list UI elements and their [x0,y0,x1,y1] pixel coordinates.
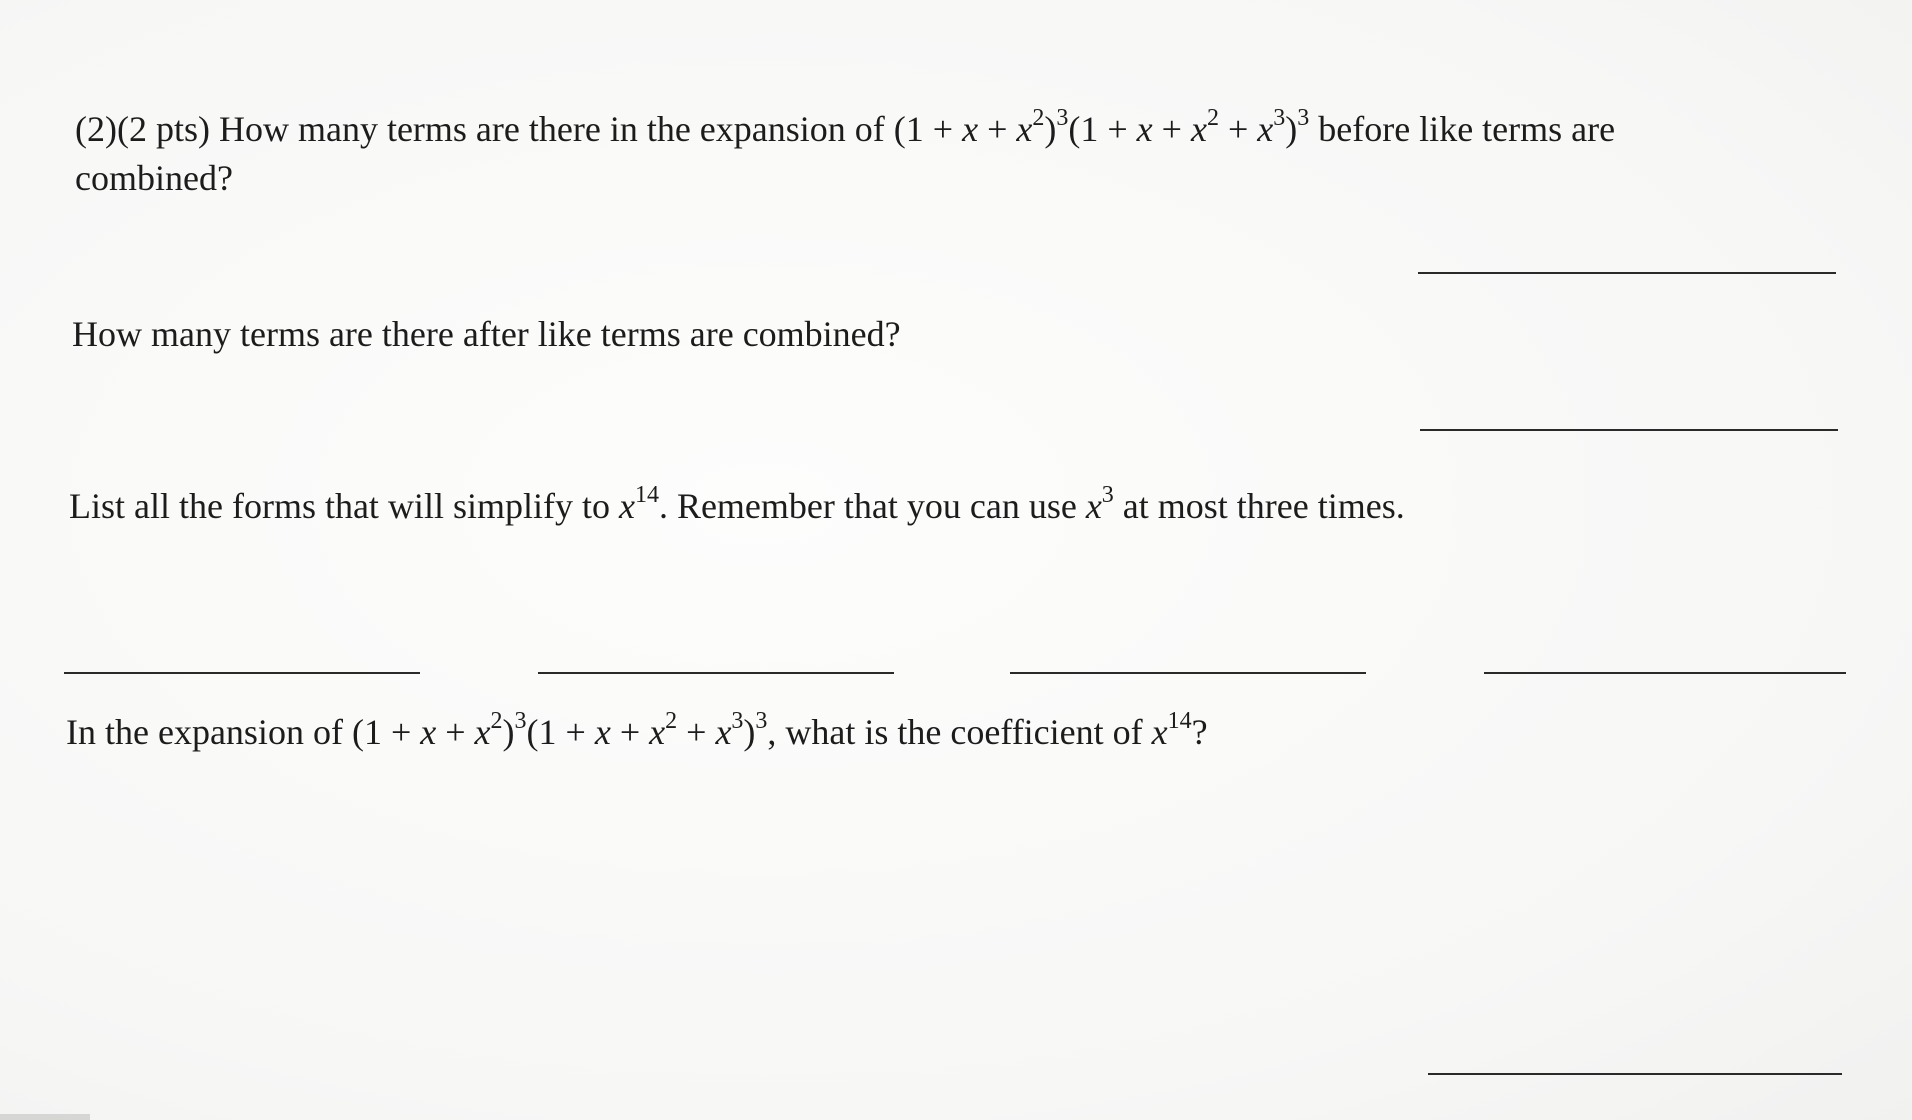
question-1-line-1 [75,107,1615,151]
question-4-line [66,710,1208,754]
expression-expansion: $(1 + x + x^2)^3(1 + x + x^2 + x^3)^3$ [893,105,1310,149]
question-1-text-b: before like terms are [1318,109,1616,149]
question-1-text-a: How many terms are there in the expansion of [218,109,885,149]
form-blank-4[interactable] [1484,672,1846,674]
question-3-text-a: List all the forms that will simplify to [69,486,610,526]
question-3-text-c: at most three times. [1122,486,1405,526]
question-4-text-b: , what is the coefficient of [767,712,1143,752]
answer-blank-4[interactable] [1428,1073,1842,1075]
question-1-line-2 [75,156,233,200]
term-x-cubed: $x^3$ [1085,482,1114,526]
form-blank-3[interactable] [1010,672,1366,674]
question-1-text-c: combined? [75,158,233,198]
question-number: (2)(2 pts) [75,109,210,149]
question-4-text-a: In the expansion of [66,712,343,752]
form-blank-1[interactable] [64,672,420,674]
term-x-14-coefficient: $x^{14}$ [1151,708,1192,752]
question-2-line [72,312,901,356]
expression-expansion-2: $(1 + x + x^2)^3(1 + x + x^2 + x^3)^3$ [351,708,768,752]
question-4-text-c: ? [1191,712,1208,752]
answer-blank-2[interactable] [1420,429,1838,431]
term-x-14: $x^{14}$ [618,482,659,526]
answer-blank-1[interactable] [1418,272,1836,274]
scan-edge-shadow [0,1114,90,1120]
question-3-text-b: . Remember that you can use [658,486,1077,526]
question-3-line [69,484,1405,528]
question-2-text: How many terms are there after like terms are combined? [72,314,901,354]
form-blank-2[interactable] [538,672,894,674]
